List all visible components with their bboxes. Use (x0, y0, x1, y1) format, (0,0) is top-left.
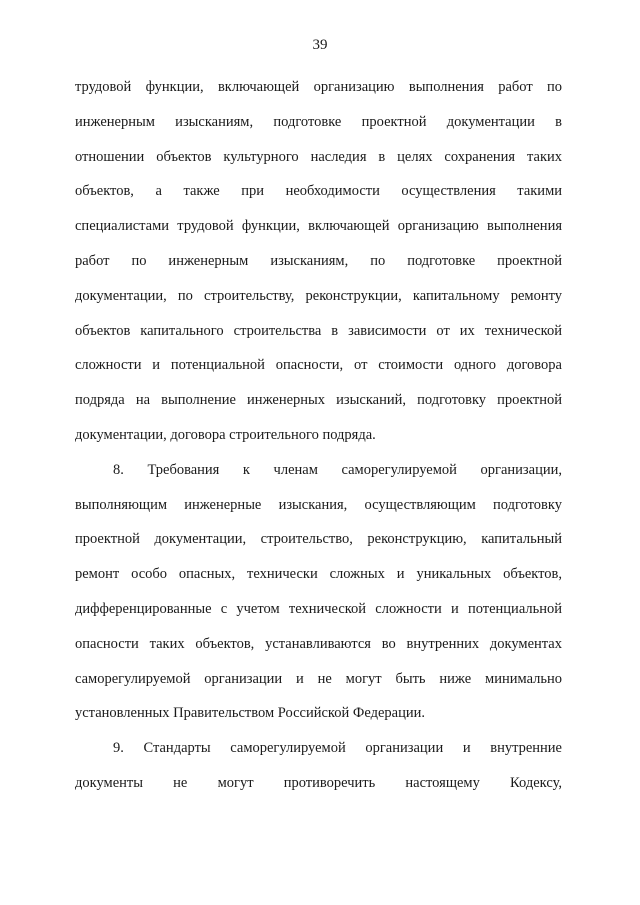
text-line: выполняющим инженерные изыскания, осуществляющим подготовку (75, 496, 562, 513)
text-line: сложности и потенциальной опасности, от стоимости одного договора (75, 357, 562, 374)
text-line: отношении объектов культурного наследия в целях сохранения таких (75, 148, 562, 165)
text-line: проектной документации, строительство, реконструкцию, капитальный (75, 531, 562, 548)
text-line: опасности таких объектов, устанавливаются во внутренних документах (75, 635, 562, 652)
text-line: документы не могут противоречить настоящему Кодексу, (75, 774, 562, 791)
text-line: установленных Правительством Российской Федерации. (75, 705, 425, 722)
text-line: дифференцированные с учетом технической сложности и потенциальной (75, 600, 562, 617)
text-line: ремонт особо опасных, технически сложных и уникальных объектов, (75, 566, 562, 583)
text-line: объектов капитального строительства в зависимости от их технической (75, 322, 562, 339)
text-line: документации, по строительству, реконструкции, капитальному ремонту (75, 287, 562, 304)
page-number: 39 (312, 37, 328, 53)
text-line: 9. Стандарты саморегулируемой организации и внутренние (113, 740, 562, 757)
document-body (75, 70, 562, 801)
text-line: специалистами трудовой функции, включающей организацию выполнения (75, 218, 562, 235)
text-line: документации, договора строительного подряда. (75, 426, 376, 443)
text-line: 8. Требования к членам саморегулируемой организации, (113, 461, 562, 478)
text-line: работ по инженерным изысканиям, по подготовке проектной (75, 252, 562, 269)
text-line: инженерным изысканиям, подготовке проектной документации в (75, 113, 562, 130)
text-line: подряда на выполнение инженерных изысканий, подготовку проектной (75, 392, 562, 409)
text-line: саморегулируемой организации и не могут быть ниже минимально (75, 670, 562, 687)
text-line: объектов, а также при необходимости осуществления такими (75, 183, 562, 200)
text-line: трудовой функции, включающей организацию выполнения работ по (75, 79, 562, 95)
